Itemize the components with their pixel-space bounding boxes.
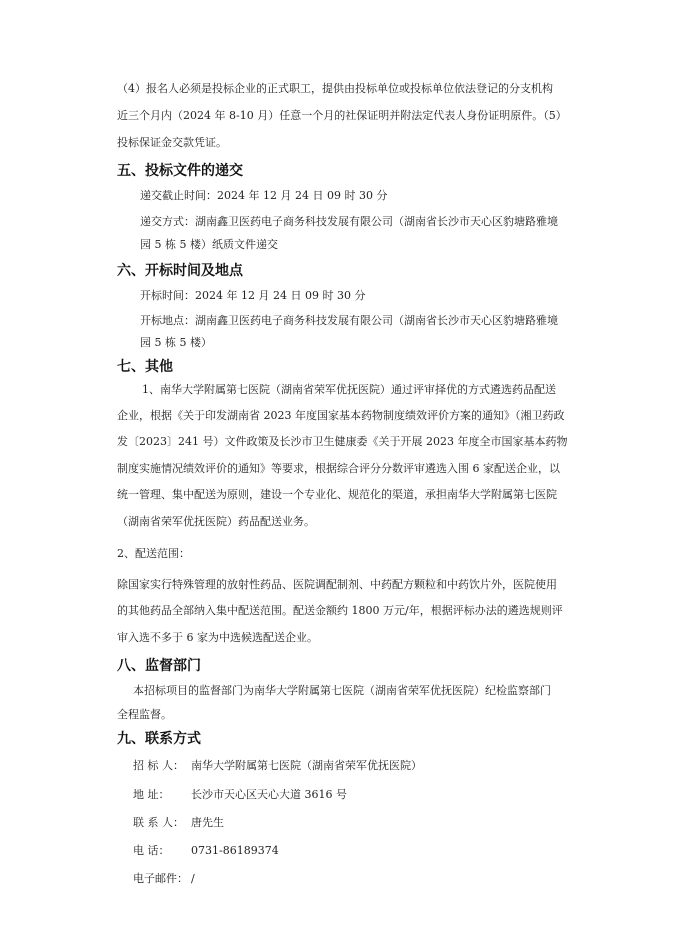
submission-method-value-1: 湖南鑫卫医药电子商务科技发展有限公司（湖南省长沙市天心区豹塘路雅境 [195, 215, 558, 228]
section-6-heading: 六、开标时间及地点 [117, 263, 243, 279]
other-p2-line-3: 审入选不多于 6 家为中选候选配送企业。 [117, 631, 318, 644]
requirement-5-line: 投标保证金交款凭证。 [117, 136, 227, 149]
section-8-heading: 八、监督部门 [117, 658, 201, 674]
other-p2-line-2: 的其他药品全部纳入集中配送范围。配送金额约 1800 万元/年，根据评标办法的遴选规则评 [117, 604, 563, 617]
requirement-4-line-1: （4）报名人必须是投标企业的正式职工，提供由投标单位或投标单位依法登记的分支机构 [117, 82, 553, 95]
other-p1-line-1: 1、南华大学附属第七医院（湖南省荣军优抚医院）通过评审择优的方式遴选药品配送 [142, 383, 556, 396]
submission-method-label: 递交方式： [140, 215, 195, 228]
opening-place-label: 开标地点： [140, 314, 195, 327]
contact-phone-value: 0731-86189374 [191, 844, 279, 857]
opening-time-label: 开标时间： [140, 289, 195, 302]
opening-place [140, 313, 558, 329]
contact-tenderer-label: 招 标 人： [133, 759, 184, 772]
opening-time [140, 288, 365, 304]
contact-tenderer-value: 南华大学附属第七医院（湖南省荣军优抚医院） [191, 759, 422, 772]
opening-place-value-1: 湖南鑫卫医药电子商务科技发展有限公司（湖南省长沙市天心区豹塘路雅境 [195, 314, 558, 327]
submission-deadline-value: 2024 年 12 月 24 日 09 时 30 分 [217, 189, 388, 202]
contact-email [133, 871, 195, 887]
contact-address-value: 长沙市天心区天心大道 3616 号 [191, 788, 347, 801]
opening-time-value: 2024 年 12 月 24 日 09 时 30 分 [195, 289, 366, 302]
other-p2-title: 2、配送范围： [117, 547, 190, 560]
contact-phone [133, 843, 279, 859]
contact-email-value: / [191, 872, 195, 885]
requirement-4-line-2: 近三个月内（2024 年 8-10 月）任意一个月的社保证明并附法定代表人身份证明原件。（5） [117, 109, 567, 122]
contact-address-label: 地 址： [133, 788, 170, 801]
submission-deadline-label: 递交截止时间： [140, 189, 217, 202]
supervision-line-2: 全程监督。 [117, 708, 172, 721]
contact-person [133, 815, 224, 831]
opening-place-value-2: 园 5 栋 5 楼） [140, 336, 212, 349]
section-9-heading: 九、联系方式 [117, 731, 201, 747]
section-5-heading: 五、投标文件的递交 [117, 163, 243, 179]
contact-email-label: 电子邮件： [133, 872, 188, 885]
submission-method-value-2: 园 5 栋 5 楼）纸质文件递交 [140, 238, 278, 251]
submission-method [140, 214, 558, 230]
other-p1-line-4: 制度实施情况绩效评价的通知》等要求，根据综合评分分数评审遴选入围 6 家配送企业，以 [117, 462, 560, 475]
submission-deadline [140, 188, 387, 204]
other-p2-line-1: 除国家实行特殊管理的放射性药品、医院调配制剂、中药配方颗粒和中药饮片外，医院使用 [117, 578, 557, 591]
supervision-line-1: 本招标项目的监督部门为南华大学附属第七医院（湖南省荣军优抚医院）纪检监察部门 [133, 684, 551, 697]
contact-address [133, 787, 347, 803]
contact-person-value: 唐先生 [191, 816, 224, 829]
contact-phone-label: 电 话： [133, 844, 170, 857]
other-p1-line-6: （湖南省荣军优抚医院）药品配送业务。 [117, 515, 315, 528]
section-7-heading: 七、其他 [117, 359, 173, 375]
other-p1-line-2: 企业，根据《关于印发湖南省 2023 年度国家基本药物制度绩效评价方案的通知》（湘卫药政 [117, 409, 565, 422]
contact-person-label: 联 系 人： [133, 816, 184, 829]
other-p1-line-5: 统一管理、集中配送为原则，建设一个专业化、规范化的渠道，承担南华大学附属第七医院 [117, 488, 557, 501]
other-p1-line-3: 发〔2023〕241 号）文件政策及长沙市卫生健康委《关于开展 2023 年度全市国家基本药物 [117, 435, 568, 448]
contact-tenderer [133, 758, 422, 774]
